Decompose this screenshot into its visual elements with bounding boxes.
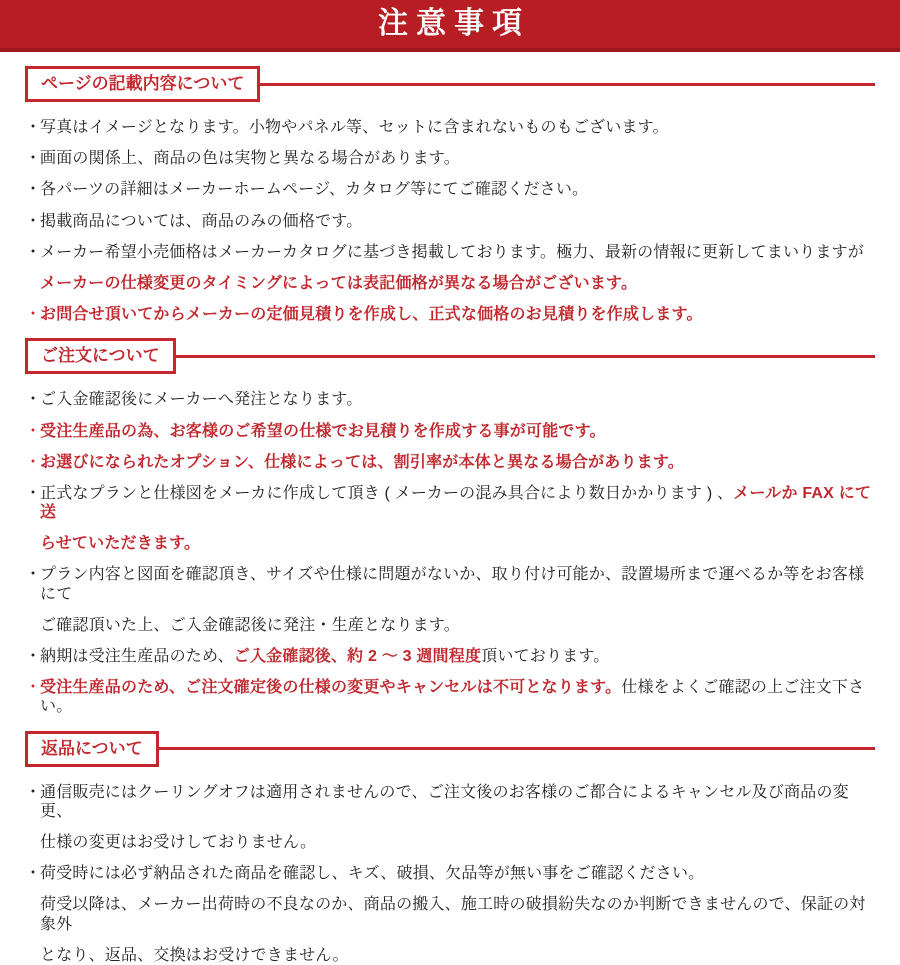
notice-line: [25, 390, 875, 409]
bullet-dot: ・: [25, 566, 42, 584]
sections-container: [25, 66, 875, 965]
text-segment: 荷受時には必ず納品された商品を確認し、キズ、破損、欠品等が無い事をご確認ください。: [40, 865, 705, 883]
notice-line-continuation: [25, 946, 875, 965]
text-segment: 仕様をよくご確認の上ご注文下さい。: [40, 679, 865, 716]
text-segment: 仕様の変更はお受けしておりません。: [40, 833, 317, 851]
bullet-dot: ・: [25, 119, 42, 136]
text-segment-emphasis: お問合せ頂いてからメーカーの定価見積りを作成し、正式な価格のお見積りを作成します。: [40, 306, 703, 324]
text-segment-emphasis: ご入金確認後、約 2 ～ 3 週間程度: [233, 648, 482, 665]
text-segment-emphasis: らせていただきます。: [40, 535, 201, 553]
bullet-dot: ・: [25, 181, 42, 199]
notice-line-continuation: [25, 895, 875, 933]
bullet-dot: ・: [25, 453, 42, 471]
section-lines: [25, 783, 875, 965]
notice-line: [25, 243, 875, 262]
section-title-box: 返品について: [25, 731, 159, 767]
text-segment-emphasis: メールか FAX にて送: [40, 484, 872, 522]
text-segment-emphasis: お選びになられたオプション、仕様によっては、割引率が本体と異なる場合があります。: [40, 453, 685, 471]
text-segment-emphasis: 受注生産品の為、お客様のご希望の仕様でお見積りを作成する事が可能です。: [40, 422, 606, 440]
section-header: [25, 66, 875, 102]
notice-section-1: [25, 66, 875, 324]
section-lines: [25, 118, 875, 324]
bullet-dot: ・: [25, 679, 42, 697]
section-rule: [260, 83, 875, 86]
text-segment: 納期は受注生産品のため、: [40, 648, 234, 665]
section-title-box: ページの記載内容について: [25, 66, 260, 102]
notice-content: [0, 66, 900, 965]
section-rule: [176, 355, 875, 358]
notice-section-2: [25, 338, 875, 716]
notice-line-continuation: [25, 534, 875, 553]
bullet-dot: ・: [25, 484, 42, 502]
section-header: [25, 338, 875, 374]
text-segment: メーカー希望小売価格はメーカーカタログに基づき掲載しております。極力、最新の情報に更新してまいりますが: [40, 243, 864, 261]
bullet-dot: ・: [25, 391, 42, 409]
notice-line-continuation: [25, 833, 875, 852]
notice-line: [25, 565, 875, 603]
section-rule: [159, 747, 875, 750]
text-segment: となり、返品、交換はお受けできません。: [40, 946, 349, 964]
text-segment: 写真はイメージとなります。小物やパネル等、セットに含まれないものもございます。: [40, 119, 669, 136]
bullet-dot: ・: [25, 150, 42, 168]
notice-line: [25, 647, 875, 666]
notice-line: [25, 149, 875, 168]
text-segment: 画面の関係上、商品の色は実物と異なる場合があります。: [40, 150, 460, 168]
bullet-dot: ・: [25, 212, 42, 230]
section-header: [25, 731, 875, 767]
page-title: 注意事項: [378, 7, 530, 40]
text-segment: 頂いております。: [481, 648, 610, 665]
notice-line: [25, 484, 875, 522]
text-segment: 正式なプランと仕様図をメーカに作成して頂き ( メーカーの混み具合により数日かかります ) 、: [40, 484, 734, 502]
notice-line: [25, 783, 875, 821]
section-lines: [25, 390, 875, 716]
text-segment: ご確認頂いた上、ご入金確認後に発注・生産となります。: [40, 616, 460, 634]
bullet-dot: ・: [25, 243, 42, 261]
notice-line: [25, 118, 875, 137]
notice-line-continuation: [25, 274, 875, 293]
notice-line: [25, 305, 875, 324]
notice-line: [25, 453, 875, 472]
bullet-dot: ・: [25, 306, 42, 324]
text-segment: 通信販売にはクーリングオフは適用されませんので、ご注文後のお客様のご都合によるキャンセル及び商品の変更、: [40, 783, 849, 820]
section-title-box: ご注文について: [25, 338, 176, 374]
notice-line: [25, 212, 875, 231]
text-segment: 各パーツの詳細はメーカーホームページ、カタログ等にてご確認ください。: [40, 181, 589, 199]
bullet-dot: ・: [25, 783, 42, 801]
bullet-dot: ・: [25, 422, 42, 440]
notice-banner: [0, 0, 900, 52]
text-segment: プラン内容と図面を確認頂き、サイズや仕様に問題がないか、取り付け可能か、設置場所まで運べるか等をお客様にて: [40, 566, 865, 603]
notice-line-continuation: [25, 616, 875, 635]
notice-section-3: [25, 731, 875, 965]
notice-line: [25, 864, 875, 883]
text-segment-emphasis: メーカーの仕様変更のタイミングによっては表記価格が異なる場合がございます。: [40, 274, 638, 292]
bullet-dot: ・: [25, 648, 42, 665]
notice-line: [25, 180, 875, 199]
text-segment: 掲載商品については、商品のみの価格です。: [40, 212, 363, 230]
bullet-dot: ・: [25, 865, 42, 883]
text-segment-emphasis: 受注生産品のため、ご注文確定後の仕様の変更やキャンセルは不可となります。: [40, 679, 622, 697]
text-segment: ご入金確認後にメーカーへ発注となります。: [40, 391, 363, 409]
text-segment: 荷受以降は、メーカー出荷時の不良なのか、商品の搬入、施工時の破損紛失なのか判断できませんので、保証の対象外: [40, 896, 866, 933]
notice-line: [25, 678, 875, 716]
notice-line: [25, 422, 875, 441]
